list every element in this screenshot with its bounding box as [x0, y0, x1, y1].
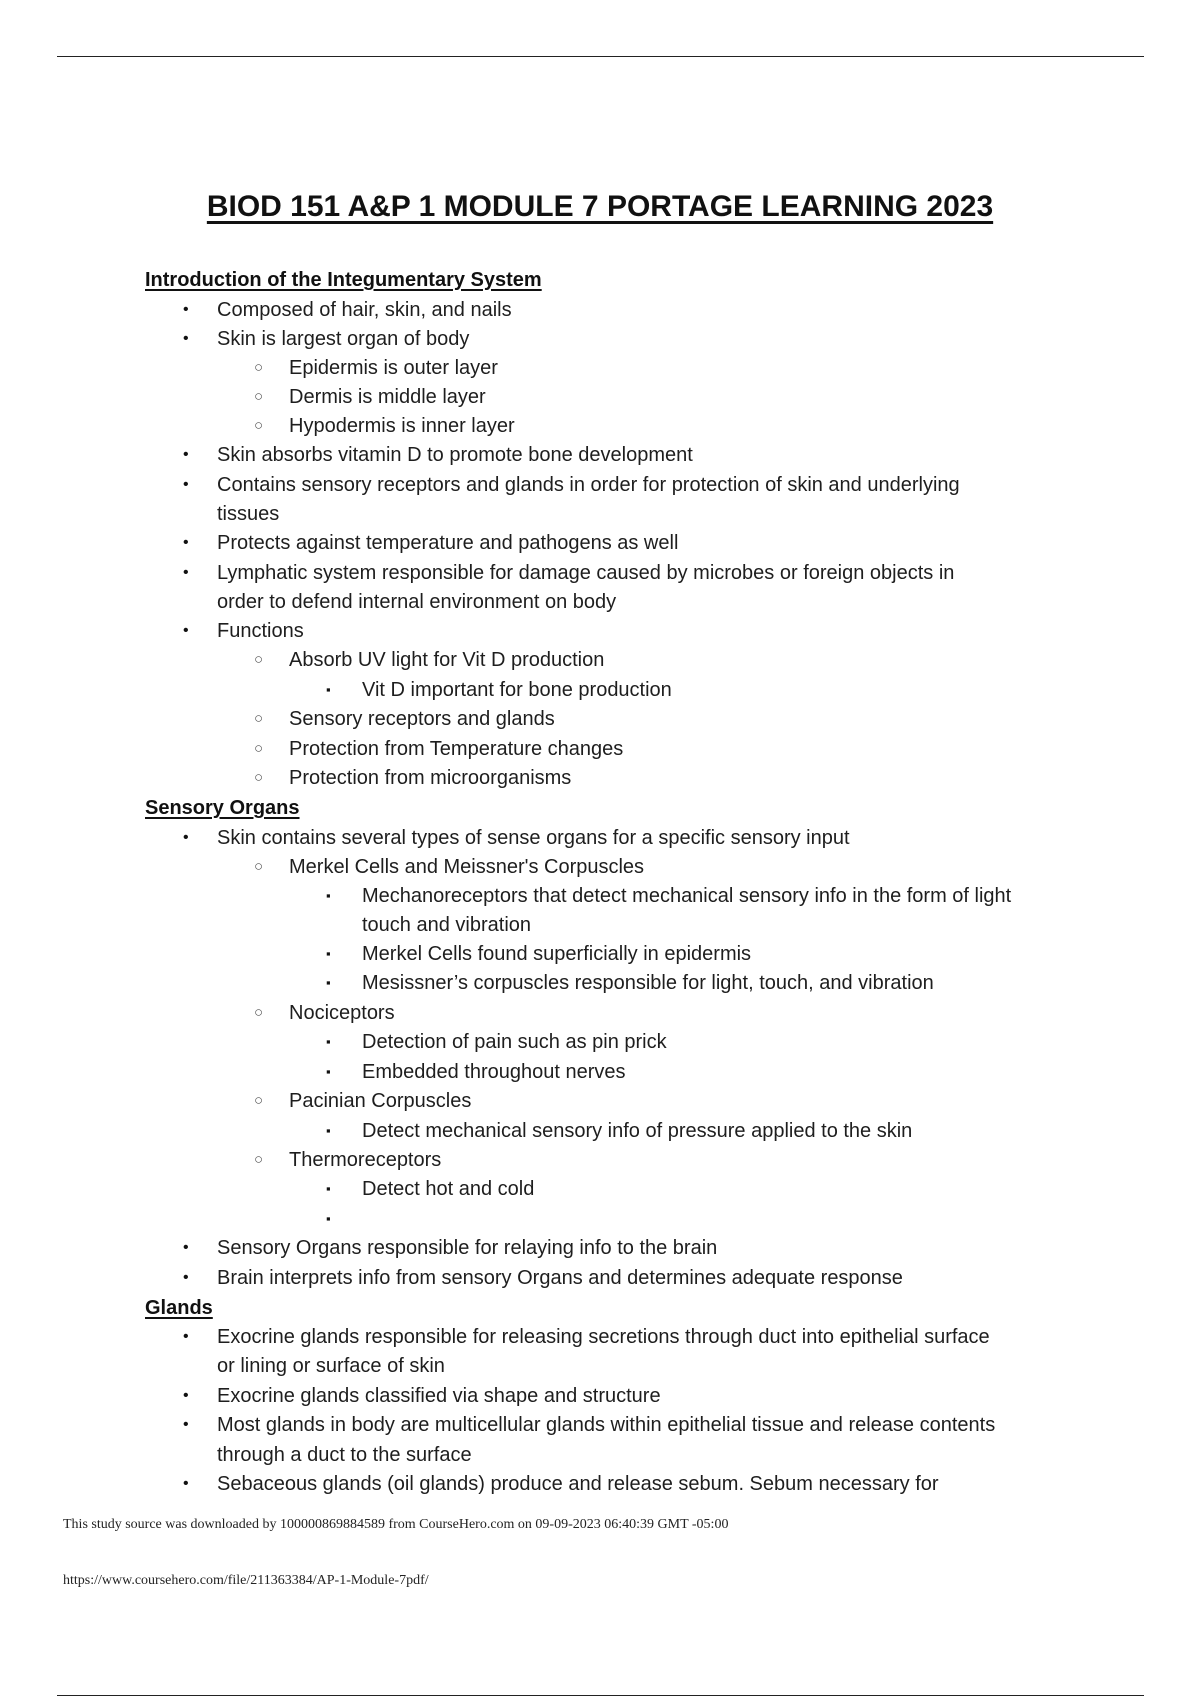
bullet-l3: ▪	[326, 682, 331, 697]
list-item: Detect hot and cold	[362, 1178, 535, 1200]
bullet-l2: ○	[254, 1092, 264, 1109]
list-item: Protection from microorganisms	[289, 767, 572, 789]
list-item: Nociceptors	[289, 1002, 395, 1024]
list-item: Exocrine glands responsible for releasing secretions through duct into epithelial surface	[217, 1326, 990, 1348]
list-item: Detection of pain such as pin prick	[362, 1031, 667, 1053]
list-item: Vit D important for bone production	[362, 679, 672, 701]
bullet-l1: •	[183, 301, 189, 318]
bullet-l1: •	[183, 829, 189, 846]
source-url[interactable]: https://www.coursehero.com/file/211363384/AP-1-Module-7pdf/	[63, 1573, 429, 1588]
bullet-l2: ○	[254, 388, 264, 405]
section-heading-intro: Introduction of the Integumentary System	[145, 269, 542, 291]
list-item: Mechanoreceptors that detect mechanical sensory info in the form of light	[362, 885, 1012, 907]
list-item: Composed of hair, skin, and nails	[217, 299, 512, 321]
bullet-l1: •	[183, 1387, 189, 1404]
bullet-l1: •	[183, 1475, 189, 1492]
list-item: Absorb UV light for Vit D production	[289, 649, 605, 671]
list-item: Sensory Organs responsible for relaying info to the brain	[217, 1237, 718, 1259]
list-item: Exocrine glands classified via shape and structure	[217, 1385, 661, 1407]
list-item: Functions	[217, 620, 304, 642]
bullet-l2: ○	[254, 769, 264, 786]
list-item: Contains sensory receptors and glands in order for protection of skin and underlying	[217, 474, 960, 496]
list-item: Mesissner’s corpuscles responsible for light, touch, and vibration	[362, 972, 934, 994]
bullet-l2: ○	[254, 858, 264, 875]
list-item: Brain interprets info from sensory Organs and determines adequate response	[217, 1267, 903, 1289]
bullet-l3: ▪	[326, 1034, 331, 1049]
list-item: Hypodermis is inner layer	[289, 415, 515, 437]
bullet-l2: ○	[254, 710, 264, 727]
bullet-l1: •	[183, 1239, 189, 1256]
bullet-l3: ▪	[326, 975, 331, 990]
list-item: Merkel Cells and Meissner's Corpuscles	[289, 856, 645, 878]
list-item: Skin contains several types of sense organs for a specific sensory input	[217, 827, 850, 849]
bullet-l3: ▪	[326, 888, 331, 903]
bullet-l2: ○	[254, 651, 264, 668]
bullet-l2: ○	[254, 417, 264, 434]
list-item: Skin is largest organ of body	[217, 328, 470, 350]
list-item-continuation: touch and vibration	[362, 914, 532, 936]
bullet-l1: •	[183, 1269, 189, 1286]
bullet-l2: ○	[254, 740, 264, 757]
list-item: Dermis is middle layer	[289, 386, 486, 408]
download-note: This study source was downloaded by 100000869884589 from CourseHero.com on 09-09-2023 06:40:39 GMT -05:00	[63, 1517, 729, 1532]
list-item: Epidermis is outer layer	[289, 357, 498, 379]
bullet-l2: ○	[254, 1151, 264, 1168]
list-item-continuation: tissues	[217, 503, 280, 525]
bullet-l1: •	[183, 476, 189, 493]
list-item-continuation: or lining or surface of skin	[217, 1355, 445, 1377]
document-title: BIOD 151 A&P 1 MODULE 7 PORTAGE LEARNING 2023	[206, 190, 994, 223]
list-item: Lymphatic system responsible for damage caused by microbes or foreign objects in	[217, 562, 955, 584]
bullet-l2: ○	[254, 1004, 264, 1021]
bullet-l1: •	[183, 534, 189, 551]
list-item: Protection from Temperature changes	[289, 738, 624, 760]
section-heading-glands: Glands	[145, 1297, 213, 1319]
bullet-l3: ▪	[326, 1064, 331, 1079]
bullet-l1: •	[183, 622, 189, 639]
bullet-l1: •	[183, 564, 189, 581]
list-item: Thermoreceptors	[289, 1149, 442, 1171]
list-item: Pacinian Corpuscles	[289, 1090, 472, 1112]
list-item: Merkel Cells found superficially in epidermis	[362, 943, 752, 965]
list-item: Detect mechanical sensory info of pressure applied to the skin	[362, 1120, 913, 1142]
bullet-l2: ○	[254, 359, 264, 376]
top-rule	[57, 56, 1144, 57]
bullet-l3: ▪	[326, 1123, 331, 1138]
bullet-l3: ▪	[326, 1181, 331, 1196]
section-heading-sensory: Sensory Organs	[145, 797, 300, 819]
list-item: Embedded throughout nerves	[362, 1061, 626, 1083]
bullet-l1: •	[183, 1328, 189, 1345]
list-item: Sebaceous glands (oil glands) produce and release sebum. Sebum necessary for	[217, 1473, 939, 1495]
bullet-l1: •	[183, 1416, 189, 1433]
list-item-continuation: order to defend internal environment on body	[217, 591, 617, 613]
bullet-l3: ▪	[326, 946, 331, 961]
list-item-continuation: through a duct to the surface	[217, 1444, 472, 1466]
bullet-l3-empty: ▪	[326, 1211, 331, 1226]
bullet-l1: •	[183, 330, 189, 347]
list-item: Sensory receptors and glands	[289, 708, 555, 730]
bottom-rule	[57, 1695, 1144, 1696]
list-item: Most glands in body are multicellular glands within epithelial tissue and release contents	[217, 1414, 996, 1436]
bullet-l1: •	[183, 446, 189, 463]
list-item: Protects against temperature and pathogens as well	[217, 532, 679, 554]
list-item: Skin absorbs vitamin D to promote bone development	[217, 444, 693, 466]
